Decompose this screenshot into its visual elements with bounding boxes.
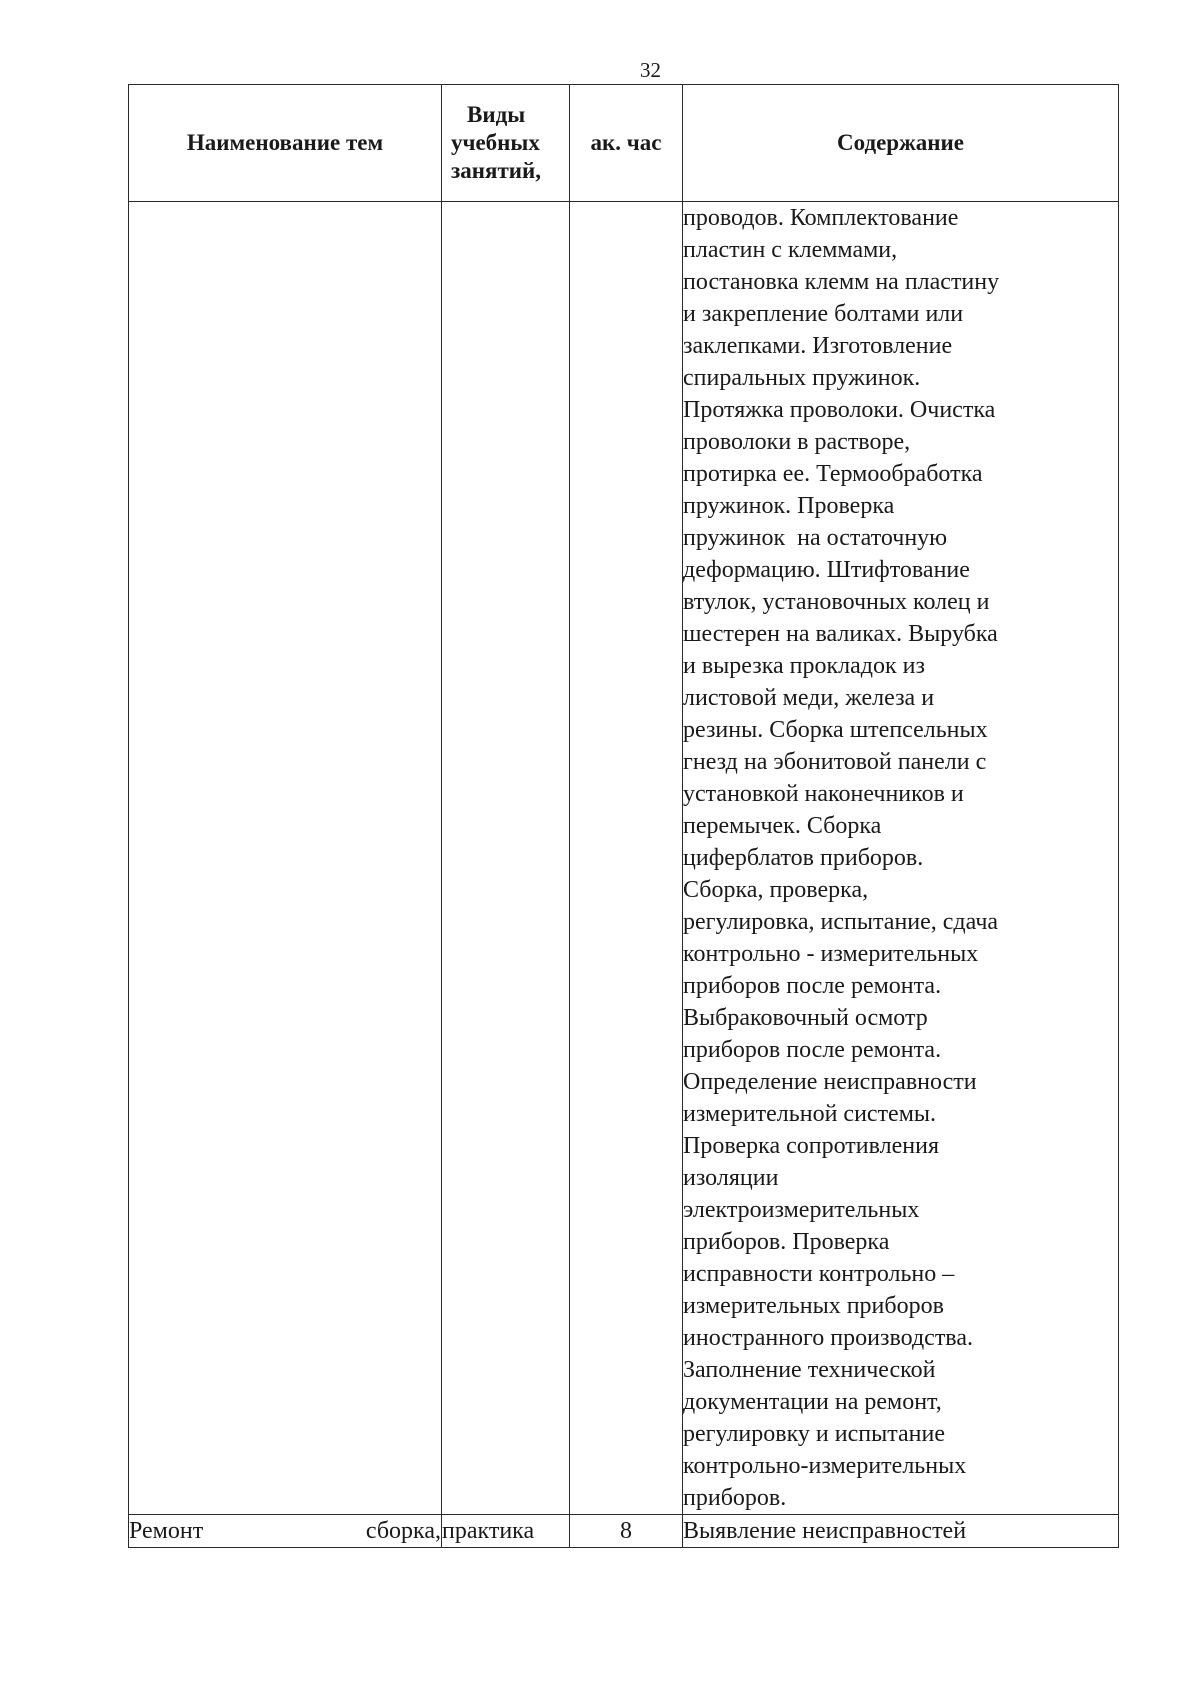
content-line: Определение неисправности (683, 1069, 977, 1095)
content-line: циферблатов приборов. (683, 845, 924, 871)
hours-cell: 8 (570, 1515, 683, 1548)
content-line: регулировка, испытание, сдача (683, 909, 999, 935)
type-cell-empty (442, 202, 570, 1515)
table-header-row (129, 85, 1119, 202)
header-lesson-types-line: учебных (451, 130, 540, 155)
content-line: проводов. Комплектование (683, 205, 959, 231)
content-line: втулок, установочных колец и (683, 589, 990, 615)
hours-cell-empty (570, 202, 683, 1515)
header-lesson-types (442, 85, 570, 202)
content-line: Проверка сопротивления (683, 1133, 940, 1159)
content-line: деформацию. Штифтование (683, 557, 970, 583)
content-text (683, 202, 1118, 1514)
content-line: измерительной системы. (683, 1101, 937, 1127)
content-line: перемычек. Сборка (683, 813, 882, 839)
content-line: и вырезка прокладок из (683, 653, 926, 679)
header-content: Содержание (683, 85, 1119, 202)
content-line: электроизмерительных (683, 1197, 920, 1223)
header-topic: Наименование тем (129, 85, 442, 202)
content-line: пластин с клеммами, (683, 237, 898, 263)
content-line: и закрепление болтами или (683, 301, 964, 327)
content-line: приборов. Проверка (683, 1229, 890, 1255)
content-line: изоляции (683, 1165, 779, 1191)
type-cell: практика (442, 1515, 570, 1548)
table-row-continued (129, 202, 1119, 1515)
content-line: контрольно - измерительных (683, 941, 979, 967)
topic-word: Ремонт (129, 1518, 204, 1544)
topic-cell (129, 1515, 442, 1548)
content-line: постановка клемм на пластину (683, 269, 1000, 295)
page-number: 32 (640, 58, 661, 82)
content-line: приборов. (683, 1485, 787, 1511)
content-line: заклепками. Изготовление (683, 333, 953, 359)
content-line: пружинок. Проверка (683, 493, 895, 519)
content-line: Сборка, проверка, (683, 877, 869, 903)
content-line: резины. Сборка штепсельных (683, 717, 988, 743)
content-line: установкой наконечников и (683, 781, 964, 807)
content-line: регулировку и испытание (683, 1421, 945, 1447)
content-line: Заполнение технической (683, 1357, 936, 1383)
content-line: приборов после ремонта. (683, 1037, 942, 1063)
content-line: протирка ее. Термообработка (683, 461, 983, 487)
content-line: Выбраковочный осмотр (683, 1005, 928, 1031)
content-line: иностранного производства. (683, 1325, 973, 1351)
table-row (129, 1515, 1119, 1548)
topic-word: сборка, (365, 1518, 441, 1544)
content-line: измерительных приборов (683, 1293, 944, 1319)
header-lesson-types-line: занятий, (451, 158, 541, 183)
content-line: шестерен на валиках. Вырубка (683, 621, 998, 647)
header-lesson-types-line: Виды (467, 102, 526, 127)
content-line: пружинок на остаточную (683, 525, 948, 551)
content-line: контрольно-измерительных (683, 1453, 967, 1479)
content-line: проволоки в растворе, (683, 429, 911, 455)
content-line: приборов после ремонта. (683, 973, 942, 999)
content-cell-start: Выявление неисправностей (683, 1515, 1119, 1548)
content-line: гнезд на эбонитовой панели с (683, 749, 987, 775)
content-line: спиральных пружинок. (683, 365, 921, 391)
header-academic-hours: ак. час (570, 85, 683, 202)
topic-cell-empty (129, 202, 442, 1515)
curriculum-table (128, 84, 1119, 1548)
content-cell (683, 202, 1119, 1515)
content-line: листовой меди, железа и (683, 685, 935, 711)
content-line: Протяжка проволоки. Очистка (683, 397, 996, 423)
content-line: исправности контрольно – (683, 1261, 955, 1287)
content-line: документации на ремонт, (683, 1389, 942, 1415)
